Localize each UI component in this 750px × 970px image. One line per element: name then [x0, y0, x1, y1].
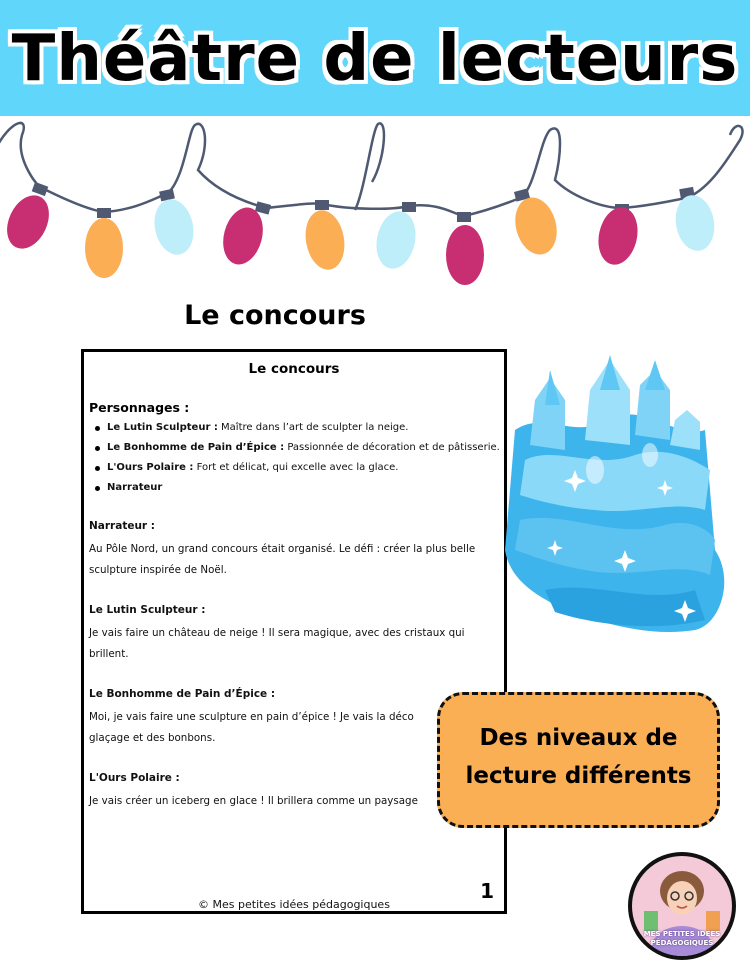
- characters-label: Personnages :: [89, 400, 190, 415]
- speaker-name: Le Bonhomme de Pain d’Épice :: [89, 688, 276, 700]
- dialogue-line: Je vais créer un iceberg en glace ! Il brillera comme un paysage: [89, 795, 418, 807]
- speaker-name: Narrateur :: [89, 520, 155, 532]
- character-name: L'Ours Polaire :: [107, 462, 194, 473]
- christmas-lights-garland: [0, 110, 750, 290]
- logo-text: MES PETITES IDÉES PÉDAGOGIQUES: [643, 930, 721, 947]
- bulb-orange-1: [85, 208, 123, 278]
- page-title: Théâtre de lecteurs: [11, 22, 739, 96]
- script-page: [81, 349, 507, 914]
- script-title: Le concours: [248, 361, 340, 377]
- bullet-icon: [95, 466, 100, 471]
- bullet-icon: [95, 426, 100, 431]
- callout-line-1: Des niveaux de: [479, 725, 678, 751]
- bullet-icon: [95, 486, 100, 491]
- bulb-blue-3: [671, 187, 718, 254]
- list-item: [89, 458, 499, 478]
- list-item: [89, 478, 499, 498]
- bulb-pink-3: [446, 212, 484, 285]
- dialogue-line: Je vais faire un château de neige ! Il sera magique, avec des cristaux qui: [89, 627, 465, 639]
- speaker-name: Le Lutin Sculpteur :: [89, 604, 206, 616]
- bulb-orange-3: [509, 188, 563, 259]
- dialogue-line: glaçage et des bonbons.: [89, 732, 216, 744]
- reading-levels-callout: [437, 692, 720, 828]
- bullet-icon: [95, 446, 100, 451]
- character-name: Narrateur: [107, 482, 163, 493]
- copyright-footer: © Mes petites idées pédagogiques: [198, 898, 390, 911]
- bulb-pink-2: [217, 201, 271, 269]
- callout-text: [440, 719, 717, 795]
- ice-castle-illustration: [505, 350, 745, 640]
- bulb-pink-4: [593, 204, 642, 269]
- bulb-pink-1: [0, 182, 57, 255]
- bulb-blue-2: [371, 202, 420, 272]
- character-name: Le Bonhomme de Pain d’Épice :: [107, 442, 285, 453]
- speaker-name: L'Ours Polaire :: [89, 772, 180, 784]
- character-name: Le Lutin Sculpteur :: [107, 422, 218, 433]
- dialogue-line: brillent.: [89, 648, 129, 660]
- characters-list: [89, 418, 499, 498]
- bulb-orange-2: [301, 200, 349, 273]
- dialogue-block: [89, 602, 501, 665]
- dialogue-line: sculpture inspirée de Noël.: [89, 564, 227, 576]
- list-item: [89, 438, 499, 458]
- page-number: 1: [480, 879, 494, 903]
- brand-logo: [628, 852, 736, 960]
- dialogue-block: [89, 518, 501, 581]
- list-item: [89, 418, 499, 438]
- callout-line-2: lecture différents: [465, 763, 692, 789]
- character-desc: Fort et délicat, qui excelle avec la glace.: [193, 462, 399, 473]
- dialogue-line: Moi, je vais faire une sculpture en pain d’épice ! Je vais la déco: [89, 711, 414, 723]
- story-title: Le concours: [184, 300, 366, 331]
- dialogue-line: Au Pôle Nord, un grand concours était organisé. Le défi : créer la plus belle: [89, 543, 476, 555]
- character-desc: Maître dans l’art de sculpter la neige.: [217, 422, 409, 433]
- character-desc: Passionnée de décoration et de pâtisserie.: [284, 442, 500, 453]
